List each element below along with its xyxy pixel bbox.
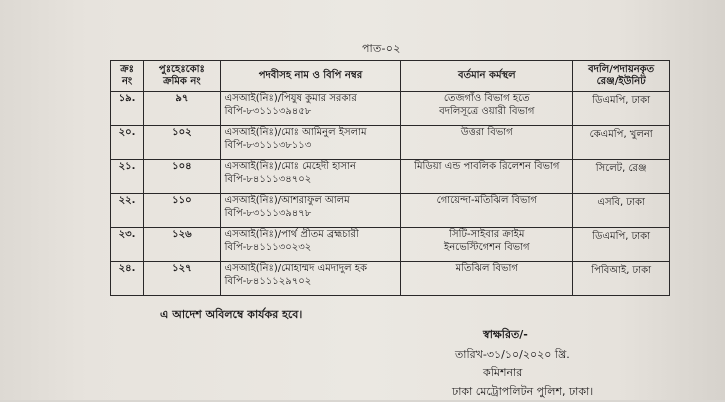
table-row	[111, 126, 670, 160]
row-hq-serial: ৯৭	[144, 92, 221, 126]
current-posting-line: মতিঝিল বিভাগ	[455, 263, 518, 274]
officer-name: এসআই(নিঃ)/মোহাম্মদ এমদাদুল হক	[224, 263, 368, 274]
current-posting-line: বদলিসূত্রে ওয়ারী বিভাগ	[439, 106, 535, 117]
row-name-cell	[220, 194, 401, 228]
current-posting-line: উত্তরা বিভাগ	[460, 127, 513, 138]
row-posted-unit: সিলেট, রেঞ্জ	[573, 160, 670, 194]
row-name-cell	[220, 262, 401, 296]
table-header-row	[111, 61, 670, 92]
header-name-bp: পদবীসহ নাম ও বিপি নম্বর	[220, 61, 401, 92]
row-hq-serial: ১০৪	[144, 160, 221, 194]
row-posted-unit: কেএমপি, খুলনা	[573, 126, 670, 160]
table-row	[111, 262, 670, 296]
signed-label: স্বাক্ষরিত/-	[483, 328, 528, 341]
row-current-cell	[401, 160, 573, 194]
row-name-cell	[220, 126, 401, 160]
officer-name: এসআই(নিঃ)/মোঃ আমিনুল ইসলাম	[224, 127, 367, 138]
header-police-hq-serial: পুঃহেঃকোঃ ক্রমিক নং	[144, 61, 221, 92]
row-name-cell	[220, 160, 401, 194]
table-row	[111, 228, 670, 262]
row-current-cell	[401, 262, 573, 296]
header-transferred-unit: বদলি/পদায়নকৃত রেঞ্জ/ইউনিট	[573, 61, 670, 92]
bp-number: বিপি-৮৪১১১৩৪৭০২	[224, 174, 312, 185]
row-serial: ২০.	[111, 126, 144, 160]
officer-name: এসআই(নিঃ)/পিযুষ কুমার সরকার	[224, 93, 357, 104]
row-hq-serial: ১২৬	[144, 228, 221, 262]
transfer-order-table	[110, 60, 670, 296]
row-current-cell	[401, 92, 573, 126]
row-name-cell	[220, 228, 401, 262]
row-serial: ১৯.	[111, 92, 144, 126]
row-posted-unit: পিবিআই, ঢাকা	[573, 262, 670, 296]
officer-name: এসআই(নিঃ)/আশরাফুল আলম	[224, 195, 350, 206]
header-current-posting: বর্তমান কর্মস্থল	[401, 61, 573, 92]
officer-name: এসআই(নিঃ)/পার্থ প্রীতম ব্রহ্মচারী	[224, 229, 359, 240]
signature-date: তারিখ-৩১/১০/২০২০ খ্রি.	[455, 348, 570, 361]
row-hq-serial: ১২৭	[144, 262, 221, 296]
bp-number: বিপি-৮৪১১১২৯৭০২	[224, 276, 312, 287]
table-row	[111, 160, 670, 194]
row-serial: ২২.	[111, 194, 144, 228]
table-row	[111, 92, 670, 126]
row-serial: ২৪.	[111, 262, 144, 296]
signatory-title: কমিশনার	[483, 366, 523, 379]
row-current-cell	[401, 194, 573, 228]
current-posting-line: তেজগাঁও বিভাগ হতে	[443, 93, 530, 104]
row-current-cell	[401, 126, 573, 160]
bp-number: বিপি-৮৩১১১৩৮১১৩	[224, 140, 312, 151]
row-serial: ২৩.	[111, 228, 144, 262]
bp-number: বিপি-৮৪১১১৩০২৩২	[224, 242, 312, 253]
current-posting-line: মিডিয়া এন্ড পাবলিক রিলেশন বিভাগ	[414, 161, 560, 172]
row-posted-unit: ডিএমপি, ঢাকা	[573, 228, 670, 262]
row-serial: ২১.	[111, 160, 144, 194]
row-posted-unit: এসবি, ঢাকা	[573, 194, 670, 228]
row-posted-unit: ডিএমপি, ঢাকা	[573, 92, 670, 126]
order-instruction: এ আদেশ অবিলম্বে কার্যকর হবে।	[160, 308, 303, 321]
signatory-office: ঢাকা মেট্রোপলিটন পুলিশ, ঢাকা।	[452, 385, 594, 398]
row-name-cell	[220, 92, 401, 126]
row-hq-serial: ১০২	[144, 126, 221, 160]
current-posting-line: সিটি-সাইবার ক্রাইম	[449, 229, 525, 240]
current-posting-line: গোয়েন্দা-মতিঝিল বিভাগ	[436, 195, 537, 206]
current-posting-line: ইনভেস্টিগেশন বিভাগ	[444, 242, 530, 253]
header-serial-no: ক্রঃ নং	[111, 61, 144, 92]
row-current-cell	[401, 228, 573, 262]
row-hq-serial: ১১০	[144, 194, 221, 228]
officer-name: এসআই(নিঃ)/মোঃ মেহেদী হাসান	[224, 161, 356, 172]
page-number: পাত-০২	[362, 42, 401, 55]
bp-number: বিপি-৮৩১১১৩৯৪৭৮	[224, 208, 312, 219]
table-row	[111, 194, 670, 228]
bp-number: বিপি-৮৩১১১৩৯৪৫৮	[224, 106, 312, 117]
